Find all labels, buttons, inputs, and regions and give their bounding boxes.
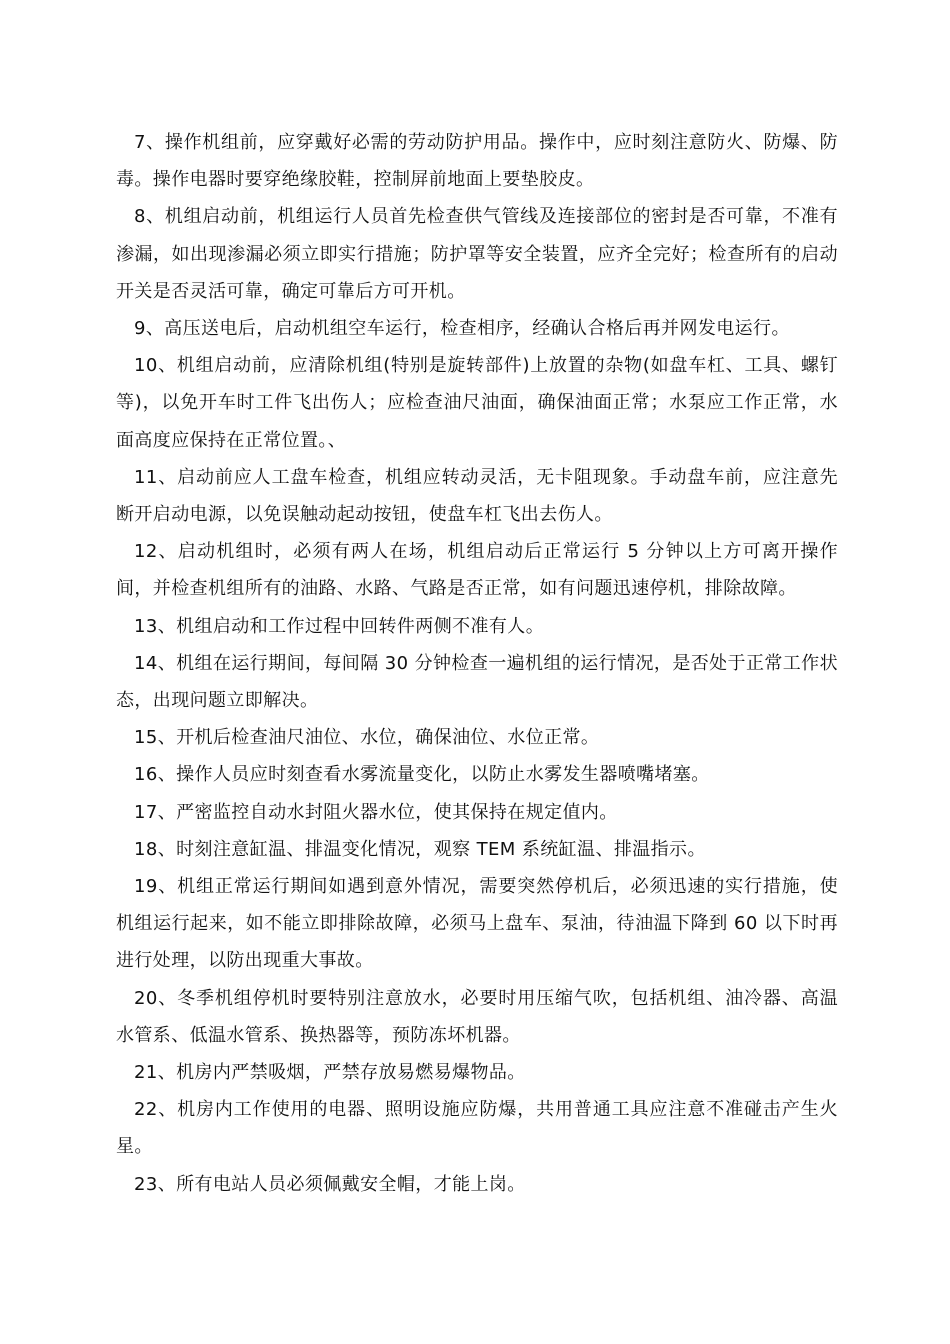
document-body	[116, 124, 838, 1203]
paragraph-item-13: 13、机组启动和工作过程中回转件两侧不准有人。	[134, 615, 545, 637]
paragraph-item-21: 21、机房内严禁吸烟，严禁存放易燃易爆物品。	[134, 1062, 526, 1084]
paragraph-item-15: 15、开机后检查油尺油位、水位，确保油位、水位正常。	[134, 727, 600, 749]
paragraph-item-10: 10、机组启动前，应清除机组(特别是旋转部件)上放置的杂物(如盘车杠、工具、螺钉等)，以免开车时工件飞出伤人；应检查油尺油面，确保油面正常；水泵应工作正常，水面高度应保持在正常位置。、	[116, 355, 838, 451]
paragraph-item-20: 20、冬季机组停机时要特别注意放水，必要时用压缩气吹，包括机组、油冷器、高温水管系、低温水管系、换热器等，预防冻坏机器。	[116, 987, 838, 1046]
paragraph-item-14: 14、机组在运行期间，每间隔 30 分钟检查一遍机组的运行情况，是否处于正常工作状态，出现问题立即解决。	[116, 652, 838, 712]
paragraph-item-11: 11、启动前应人工盘车检查，机组应转动灵活，无卡阻现象。手动盘车前，应注意先断开启动电源，以免误触动起动按钮，使盘车杠飞出去伤人。	[116, 466, 838, 526]
paragraph-item-17: 17、严密监控自动水封阻火器水位，使其保持在规定值内。	[134, 801, 618, 823]
paragraph-item-7: 7、操作机组前，应穿戴好必需的劳动防护用品。操作中，应时刻注意防火、防爆、防毒。操作电器时要穿绝缘胶鞋，控制屏前地面上要垫胶皮。	[116, 132, 838, 191]
paragraph-item-22: 22、机房内工作使用的电器、照明设施应防爆，共用普通工具应注意不准碰击产生火星。	[116, 1099, 838, 1158]
paragraph-item-23: 23、所有电站人员必须佩戴安全帽，才能上岗。	[134, 1173, 526, 1195]
paragraph-item-8: 8、机组启动前，机组运行人员首先检查供气管线及连接部位的密封是否可靠，不准有渗漏，如出现渗漏必须立即实行措施；防护罩等安全装置，应齐全完好；检查所有的启动开关是否灵活可靠，确定可靠后方可开机。	[116, 206, 838, 302]
paragraph-item-16: 16、操作人员应时刻查看水雾流量变化，以防止水雾发生器喷嘴堵塞。	[134, 764, 710, 786]
paragraph-item-19: 19、机组正常运行期间如遇到意外情况，需要突然停机后，必须迅速的实行措施，使机组运行起来，如不能立即排除故障，必须马上盘车、泵油，待油温下降到 60 以下时再进行处理，以防出现重大事故。	[116, 876, 838, 972]
paragraph-item-9: 9、高压送电后，启动机组空车运行，检查相序，经确认合格后再并网发电运行。	[134, 318, 790, 340]
paragraph-item-12: 12、启动机组时，必须有两人在场，机组启动后正常运行 5 分钟以上方可离开操作间，并检查机组所有的油路、水路、气路是否正常，如有问题迅速停机，排除故障。	[116, 541, 838, 600]
paragraph-item-18: 18、时刻注意缸温、排温变化情况，观察 TEM 系统缸温、排温指示。	[134, 838, 706, 860]
